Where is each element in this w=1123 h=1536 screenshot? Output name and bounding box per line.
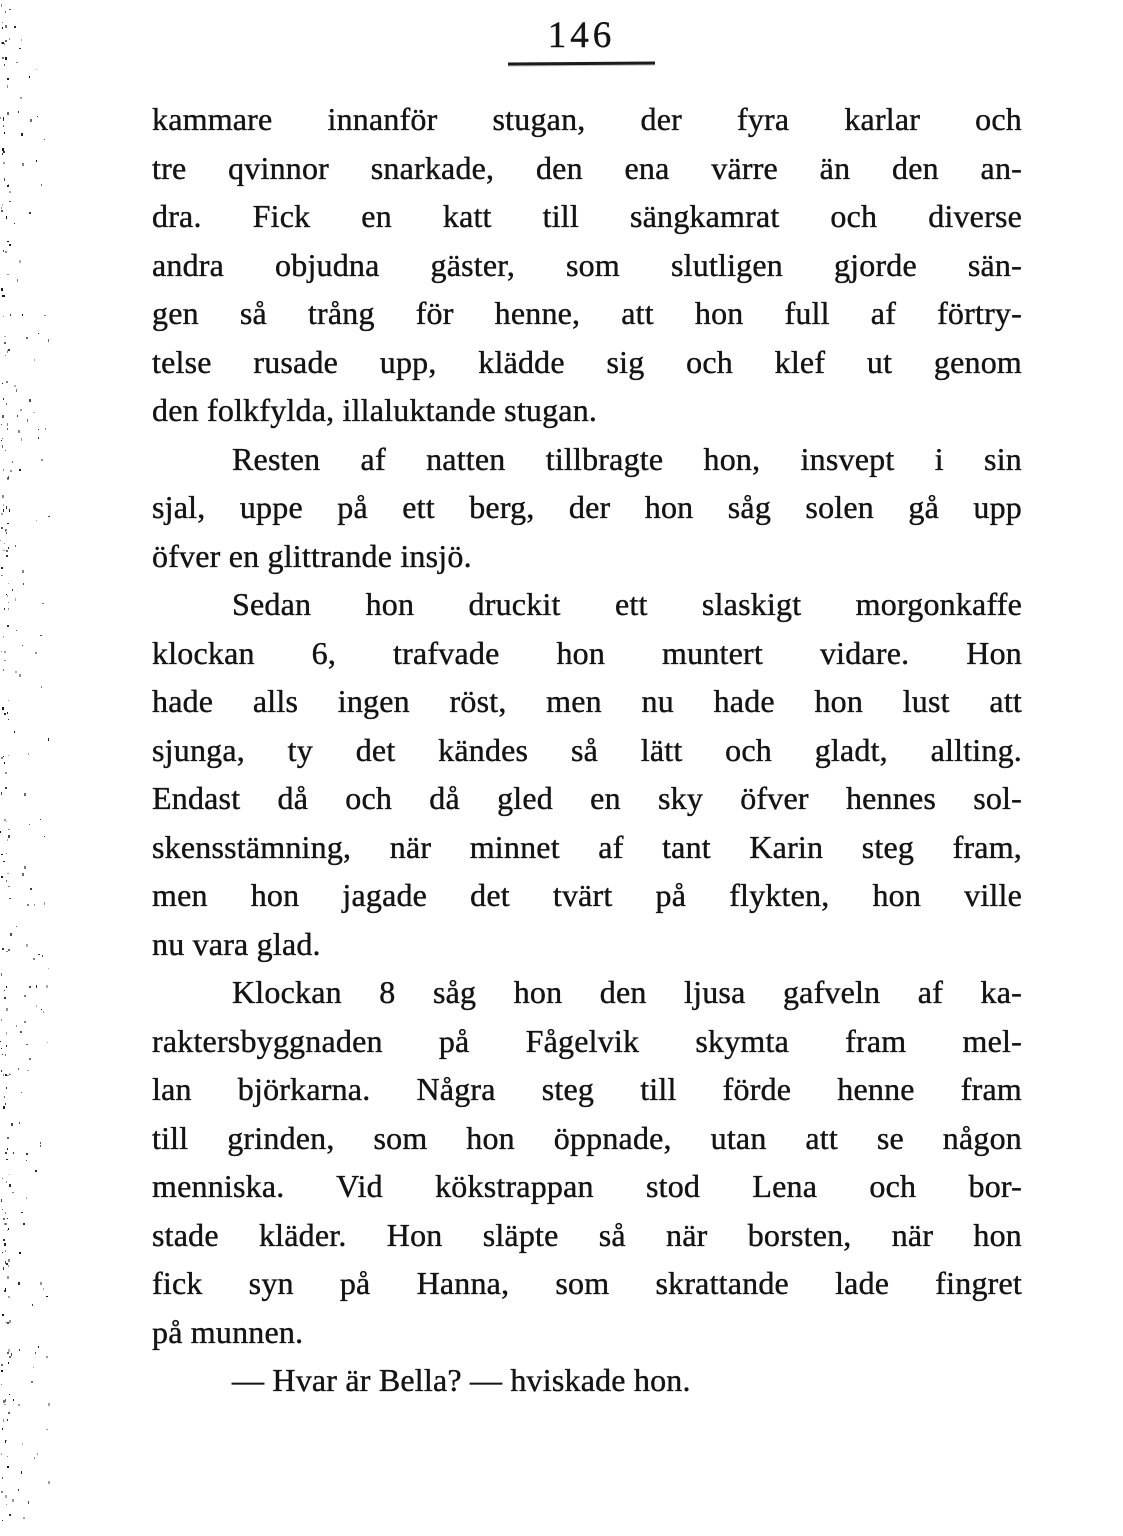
- text-line: Klockan 8 såg hon den ljusa gafveln af ka-: [232, 974, 1022, 1010]
- text-line: kammare innanför stugan, der fyra karlar och: [152, 101, 1022, 137]
- text-line: öfver en glittrande insjö.: [152, 537, 472, 574]
- text-line: raktersbyggnaden på Fågelvik skymta fram mel-: [152, 1022, 1022, 1059]
- text-line: fick syn på Hanna, som skrattande lade fingret: [152, 1265, 1022, 1301]
- text-line: lan björkarna. Några steg till förde henne fram: [152, 1071, 1022, 1107]
- text-line: klockan 6, trafvade hon muntert vidare. Hon: [152, 634, 1022, 671]
- text-line: telse rusade upp, klädde sig och klef ut genom: [152, 343, 1022, 380]
- text-line: gen så trång för henne, att hon full af förtry-: [152, 295, 1022, 331]
- text-line: skensstämning, när minnet af tant Karin steg fram,: [152, 828, 1022, 865]
- paragraph: [152, 95, 1022, 435]
- text-line: på munnen.: [152, 1313, 304, 1350]
- text-line: menniska. Vid kökstrappan stod Lena och bor-: [152, 1168, 1022, 1204]
- paragraph: [152, 580, 1022, 968]
- paragraph: [152, 1356, 1022, 1405]
- text-line: sjunga, ty det kändes så lätt och gladt, allting.: [152, 731, 1022, 768]
- text-line: Resten af natten tillbragte hon, insvept i sin: [232, 440, 1022, 477]
- text-line: Sedan hon druckit ett slaskigt morgonkaffe: [232, 586, 1022, 622]
- text-line: Endast då och då gled en sky öfver hennes sol-: [152, 780, 1022, 816]
- body-text: [152, 95, 1022, 1405]
- text-line: nu vara glad.: [152, 925, 321, 962]
- text-line: till grinden, som hon öppnade, utan att se någon: [152, 1119, 1022, 1156]
- page-number-underline: [508, 61, 655, 65]
- scan-noise-left-edge: [0, 0, 60, 1536]
- page-number: 146: [547, 15, 616, 56]
- text-line: den folkfylda, illaluktande stugan.: [152, 392, 598, 428]
- text-line: stade kläder. Hon släpte så när borsten, när hon: [152, 1216, 1022, 1253]
- text-line: hade alls ingen röst, men nu hade hon lust att: [152, 683, 1022, 719]
- text-line: — Hvar är Bella? — hviskade hon.: [232, 1362, 691, 1398]
- paragraph: [152, 435, 1022, 581]
- text-line: andra objudna gäster, som slutligen gjorde sän-: [152, 246, 1022, 283]
- text-line: dra. Fick en katt till sängkamrat och diverse: [152, 198, 1022, 234]
- text-line: tre qvinnor snarkade, den ena värre än den an-: [152, 149, 1022, 186]
- text-line: sjal, uppe på ett berg, der hon såg solen gå upp: [152, 489, 1022, 525]
- paragraph: [152, 968, 1022, 1356]
- text-line: men hon jagade det tvärt på flykten, hon ville: [152, 877, 1022, 913]
